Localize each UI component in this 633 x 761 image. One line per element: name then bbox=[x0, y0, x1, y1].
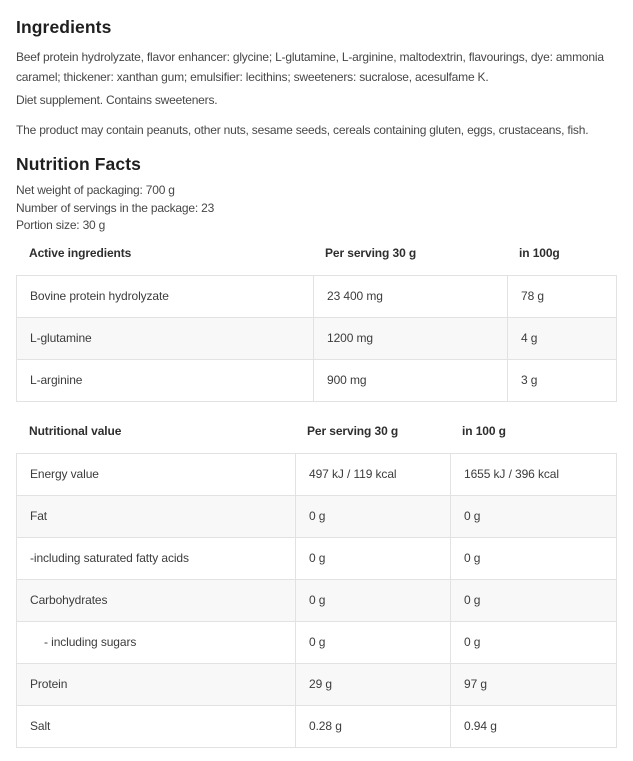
header-cell-per-serving: Per serving 30 g bbox=[325, 245, 417, 260]
table-row bbox=[17, 454, 616, 495]
nutrition-facts-title: Nutrition Facts bbox=[16, 154, 141, 174]
nutrient-name-cell: Fat bbox=[30, 509, 48, 523]
header-cell-per-100g: in 100g bbox=[519, 245, 560, 260]
per-serving-cell: 29 g bbox=[295, 664, 450, 705]
supplement-note: Diet supplement. Contains sweeteners. bbox=[16, 93, 218, 107]
per-100g-cell: 0.94 g bbox=[450, 706, 616, 747]
per-100g-cell: 78 g bbox=[507, 276, 616, 317]
table-row bbox=[17, 621, 616, 663]
nutrient-name-cell: - including sugars bbox=[44, 635, 137, 649]
per-serving-cell: 900 mg bbox=[313, 360, 507, 401]
table-row bbox=[17, 537, 616, 579]
table-row bbox=[17, 359, 616, 401]
nutrient-name-cell: Energy value bbox=[30, 467, 99, 481]
table-row bbox=[17, 579, 616, 621]
per-serving-cell: 0.28 g bbox=[295, 706, 450, 747]
allergen-note: The product may contain peanuts, other nuts, sesame seeds, cereals containing gluten, eggs, crustaceans, fish. bbox=[16, 123, 589, 137]
active-ingredients-table-header bbox=[16, 245, 617, 261]
net-weight-text: Net weight of packaging: 700 g bbox=[16, 183, 175, 197]
ingredient-name-cell: L-glutamine bbox=[30, 331, 92, 345]
header-cell-active-ingredients: Active ingredients bbox=[29, 245, 132, 260]
composition-text: Beef protein hydrolyzate, flavor enhancer: glycine; L-glutamine, L-arginine, maltodextrin, flavourings, dye: ammonia caramel; thickener: xanthan gum; emulsifier: lecithins; sweeteners: sucralose, acesulfame K. bbox=[16, 50, 604, 84]
package-meta bbox=[16, 182, 617, 235]
portion-size-text: Portion size: 30 g bbox=[16, 218, 106, 232]
nutritional-value-table-header bbox=[16, 423, 617, 439]
active-ingredients-table bbox=[16, 275, 617, 402]
header-cell-per-100g: in 100 g bbox=[462, 423, 506, 438]
table-row bbox=[17, 317, 616, 359]
nutritional-value-table bbox=[16, 453, 617, 748]
table-row bbox=[17, 276, 616, 317]
per-100g-cell: 0 g bbox=[450, 538, 616, 579]
ingredient-name-cell: L-arginine bbox=[30, 373, 83, 387]
per-100g-cell: 1655 kJ / 396 kcal bbox=[450, 454, 616, 495]
per-serving-cell: 497 kJ / 119 kcal bbox=[295, 454, 450, 495]
per-serving-cell: 0 g bbox=[295, 580, 450, 621]
per-serving-cell: 0 g bbox=[295, 496, 450, 537]
per-100g-cell: 4 g bbox=[507, 318, 616, 359]
servings-count-text: Number of servings in the package: 23 bbox=[16, 200, 215, 215]
nutrient-name-cell: Carbohydrates bbox=[30, 593, 108, 607]
header-cell-nutritional-value: Nutritional value bbox=[29, 423, 122, 438]
table-row bbox=[17, 663, 616, 705]
ingredients-title: Ingredients bbox=[16, 17, 112, 37]
per-serving-cell: 0 g bbox=[295, 622, 450, 663]
nutrient-name-cell: Salt bbox=[30, 719, 51, 733]
per-100g-cell: 0 g bbox=[450, 496, 616, 537]
nutrient-name-cell: -including saturated fatty acids bbox=[30, 551, 189, 565]
per-100g-cell: 3 g bbox=[507, 360, 616, 401]
ingredient-name-cell: Bovine protein hydrolyzate bbox=[30, 289, 169, 303]
table-row bbox=[17, 705, 616, 747]
nutrient-name-cell: Protein bbox=[30, 677, 68, 691]
per-serving-cell: 23 400 mg bbox=[313, 276, 507, 317]
per-100g-cell: 0 g bbox=[450, 580, 616, 621]
per-100g-cell: 97 g bbox=[450, 664, 616, 705]
table-row bbox=[17, 495, 616, 537]
per-serving-cell: 1200 mg bbox=[313, 318, 507, 359]
per-serving-cell: 0 g bbox=[295, 538, 450, 579]
per-100g-cell: 0 g bbox=[450, 622, 616, 663]
header-cell-per-serving: Per serving 30 g bbox=[307, 423, 399, 438]
